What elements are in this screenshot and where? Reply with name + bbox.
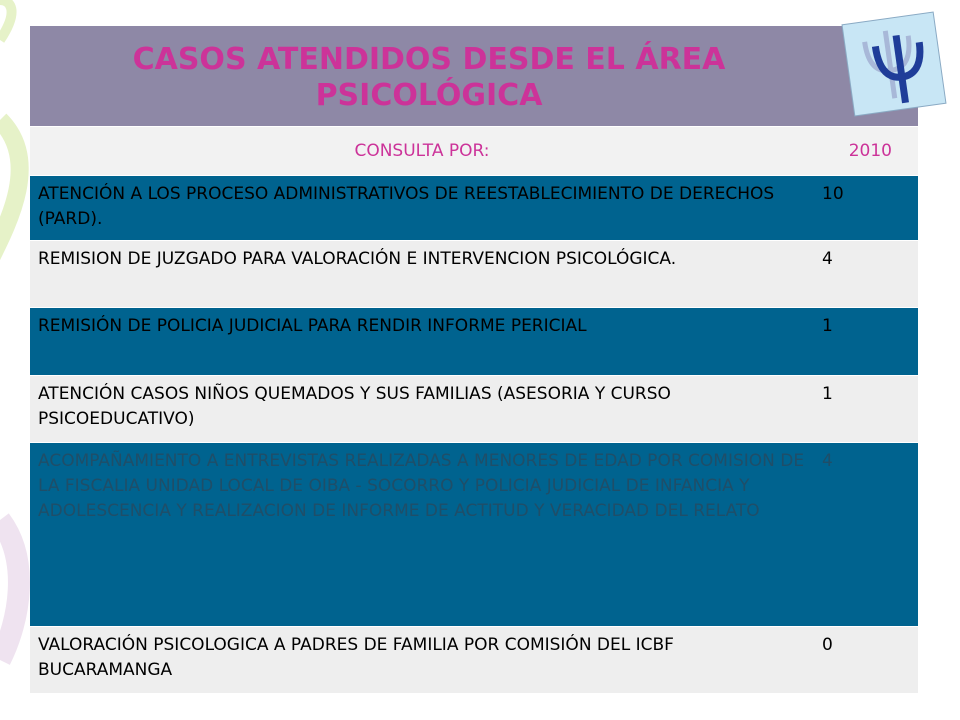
- row-value: 10: [814, 176, 918, 241]
- table-row: [30, 376, 918, 443]
- table-row: [30, 627, 918, 693]
- row-value: 4: [814, 443, 918, 627]
- row-value: 0: [814, 627, 918, 693]
- row-description: REMISIÓN DE POLICIA JUDICIAL PARA RENDIR INFORME PERICIAL: [30, 308, 814, 376]
- table-row: [30, 176, 918, 241]
- row-description: ACOMPAÑAMIENTO A ENTREVISTAS REALIZADAS A MENORES DE EDAD POR COMISION DE LA FISCALIA UNIDAD LOCAL DE OIBA - SOCORRO Y POLICIA JUDICIAL DE INFANCIA Y ADOLESCENCIA Y REALIZACION DE INFORME DE ACTITUD Y VERACIDAD DEL RELATO: [30, 443, 814, 627]
- row-description: VALORACIÓN PSICOLOGICA A PADRES DE FAMILIA POR COMISIÓN DEL ICBF BUCARAMANGA: [30, 627, 814, 693]
- row-value: 4: [814, 241, 918, 308]
- row-value: 1: [814, 376, 918, 443]
- row-value: 1: [814, 308, 918, 376]
- cases-table: [30, 26, 918, 693]
- table-row: [30, 443, 918, 627]
- page-title: CASOS ATENDIDOS DESDE EL ÁREA PSICOLÓGICA: [30, 26, 918, 127]
- table-row: [30, 308, 918, 376]
- header-label: CONSULTA POR:: [30, 127, 814, 176]
- row-description: ATENCIÓN CASOS NIÑOS QUEMADOS Y SUS FAMILIAS (ASESORIA Y CURSO PSICOEDUCATIVO): [30, 376, 814, 443]
- row-description: ATENCIÓN A LOS PROCESO ADMINISTRATIVOS DE REESTABLECIMIENTO DE DERECHOS (PARD).: [30, 176, 814, 241]
- row-description: REMISION DE JUZGADO PARA VALORACIÓN E INTERVENCION PSICOLÓGICA.: [30, 241, 814, 308]
- table-row: [30, 241, 918, 308]
- table-header: [30, 127, 918, 176]
- psi-icon: [838, 8, 950, 120]
- header-year: 2010: [814, 127, 918, 176]
